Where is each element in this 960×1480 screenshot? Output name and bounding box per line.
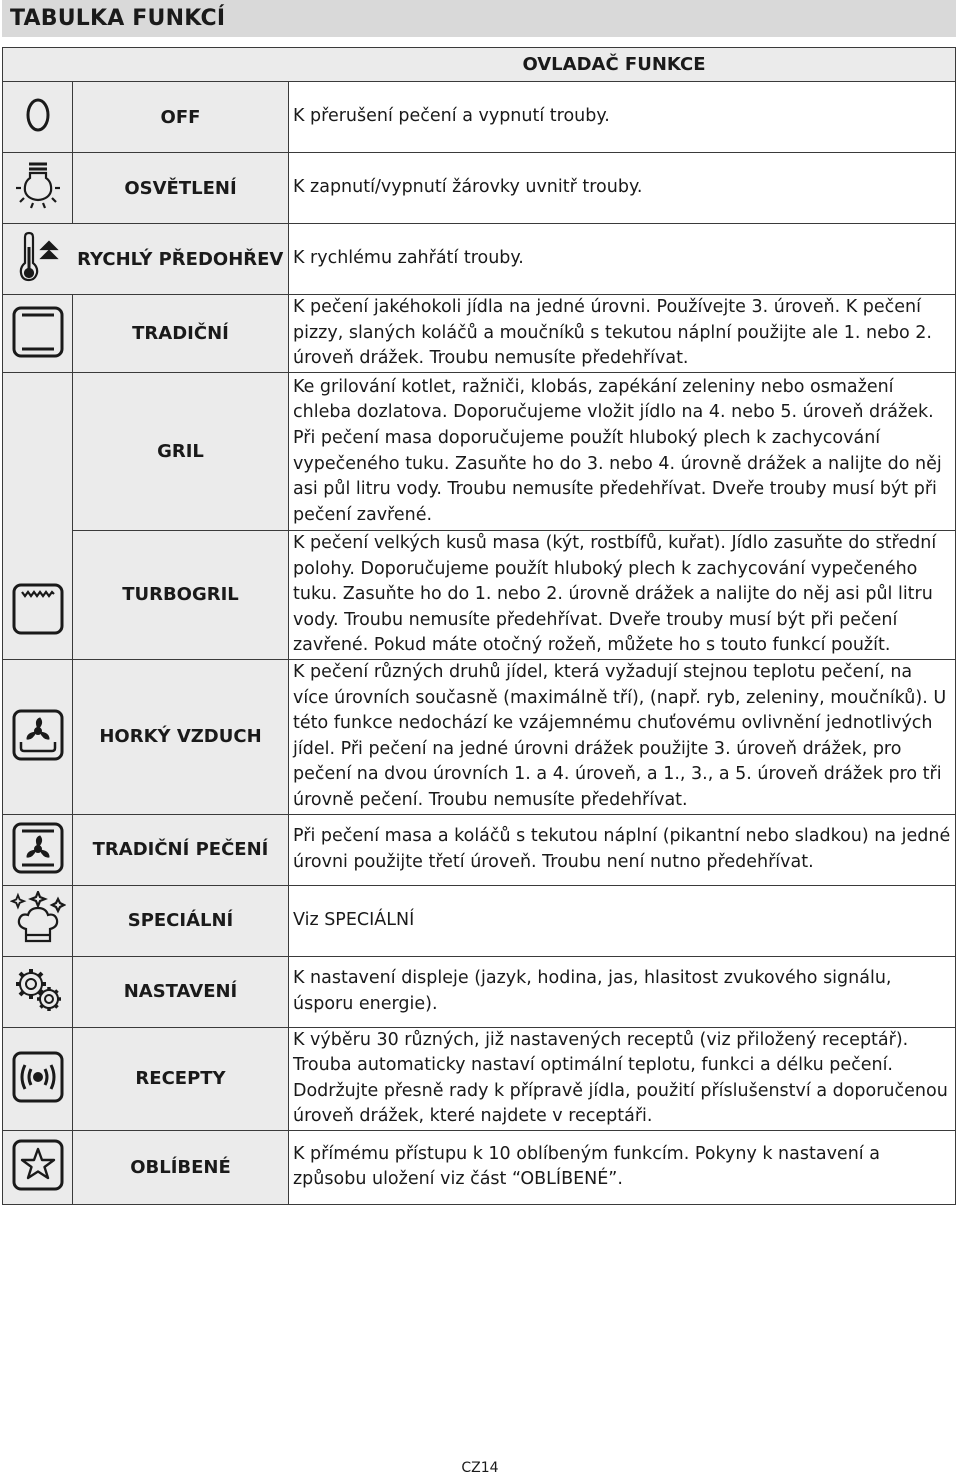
function-name: RYCHLÝ PŘEDOHŘEV [73, 224, 289, 295]
icon-cell [3, 814, 73, 885]
traditional-oven-icon [10, 304, 66, 360]
favorite-star-icon [10, 1137, 66, 1193]
page-number: CZ14 [461, 1460, 499, 1476]
function-description: K výběru 30 různých, již nastavených receptů (viz přiložený receptář). Trouba automaticky nastaví optimální teplotu, funkci a délku pečení. Dodržujte přesně rady k přípravě jídla, použití příslušenství a doporučenou úroveň drážek, které najdete v receptáři. [289, 1027, 956, 1130]
table-row [3, 956, 956, 1027]
function-description: K pečení různých druhů jídel, která vyžadují stejnou teplotu pečení, na více úrovních současně (maximálně tří), (např. ryb, zeleniny, moučníků). U této funkce nedochází ke vzájemnému chuťovému ovlivnění jednotlivých jídel. Při pečení na jedné úrovni drážek použijte 3. úroveň drážek, pro pečení na dvou úrovních 1. a 4. úroveň, a 1., 3., a 5. úroveň drážek pro tři úrovně pečení. Troubu nemusíte předehřívat. [289, 659, 956, 814]
table-row [3, 531, 956, 660]
function-name: GRIL [73, 373, 289, 531]
table-header: OVLADAČ FUNKCE [3, 48, 956, 82]
function-description: Ke grilování kotlet, ražniči, klobás, zapékání zeleniny nebo osmažení chleba dozlatova. Doporučujeme vložit jídlo na 4. nebo 5. úroveň drážek. Při pečení masa doporučujeme použít hluboký plech k zachycování vypečeného tuku. Zasuňte ho do 3. nebo 4. úrovně drážek a nalijte do něj asi půl litru vody. Troubu nemusíte předehřívat. Dveře trouby musí být při pečení zavřené. [289, 373, 956, 531]
fan-oven-icon [10, 707, 66, 763]
grill-icon [10, 581, 66, 637]
recipes-icon [10, 1049, 66, 1105]
icon-cell [3, 295, 73, 373]
table-row [3, 373, 956, 531]
table-header-row [3, 48, 956, 82]
icon-cell [3, 373, 73, 660]
function-description: K pečení velkých kusů masa (kýt, rostbífů, kuřat). Jídlo zasuňte do střední polohy. Doporučujeme použít hluboký plech k zachycování vypečeného tuku. Zasuňte ho do 1. nebo 2. úrovně drážek a nalijte do něj asi půl litru vody. Troubu nemusíte předehřívat. Dveře trouby musí být při pečení zavřené. Pokud máte otočný rožeň, můžete ho s touto funkcí použít. [289, 531, 956, 660]
light-bulb-icon [10, 158, 66, 214]
function-name: OBLÍBENÉ [73, 1130, 289, 1204]
convection-bake-icon [10, 820, 66, 876]
function-name: RECEPTY [73, 1027, 289, 1130]
icon-cell [3, 224, 73, 295]
table-row [3, 295, 956, 373]
table-row [3, 659, 956, 814]
icon-cell [3, 885, 73, 956]
fast-preheat-icon [10, 229, 66, 285]
table-row [3, 1130, 956, 1204]
table-row [3, 814, 956, 885]
special-chef-icon [10, 891, 66, 947]
function-description: K pečení jakéhokoli jídla na jedné úrovni. Používejte 3. úroveň. K pečení pizzy, slaných koláčů a moučníků s tekutou náplní použijte ale 1. nebo 2. úroveň drážek. Troubu nemusíte předehřívat. [289, 295, 956, 373]
function-description: Při pečení masa a koláčů s tekutou náplní (pikantní nebo sladkou) na jedné úrovni použijte třetí úroveň. Troubu není nutno předehřívat. [289, 814, 956, 885]
function-name: NASTAVENÍ [73, 956, 289, 1027]
function-description: K přímému přístupu k 10 oblíbeným funkcím. Pokyny k nastavení a způsobu uložení viz část “OBLÍBENÉ”. [289, 1130, 956, 1204]
icon-cell [3, 1027, 73, 1130]
function-description: K nastavení displeje (jazyk, hodina, jas, hlasitost zvukového signálu, úsporu energie). [289, 956, 956, 1027]
icon-cell [3, 956, 73, 1027]
table-row [3, 153, 956, 224]
function-description: K přerušení pečení a vypnutí trouby. [289, 82, 956, 153]
function-name: OSVĚTLENÍ [73, 153, 289, 224]
function-name: TURBOGRIL [73, 531, 289, 660]
function-name: TRADIČNÍ [73, 295, 289, 373]
icon-cell [3, 1130, 73, 1204]
function-description: Viz SPECIÁLNÍ [289, 885, 956, 956]
function-description: K rychlému zahřátí trouby. [289, 224, 956, 295]
table-row [3, 885, 956, 956]
function-table [2, 47, 956, 1205]
icon-cell [3, 659, 73, 814]
function-description: K zapnutí/vypnutí žárovky uvnitř trouby. [289, 153, 956, 224]
function-name: TRADIČNÍ PEČENÍ [73, 814, 289, 885]
function-name: HORKÝ VZDUCH [73, 659, 289, 814]
icon-cell [3, 82, 73, 153]
table-row [3, 224, 956, 295]
table-row [3, 1027, 956, 1130]
page-title: TABULKA FUNKCÍ [2, 0, 956, 37]
function-name: SPECIÁLNÍ [73, 885, 289, 956]
function-name: OFF [73, 82, 289, 153]
settings-gear-icon [10, 962, 66, 1018]
icon-cell [3, 153, 73, 224]
zero-icon [10, 87, 66, 143]
table-row [3, 82, 956, 153]
